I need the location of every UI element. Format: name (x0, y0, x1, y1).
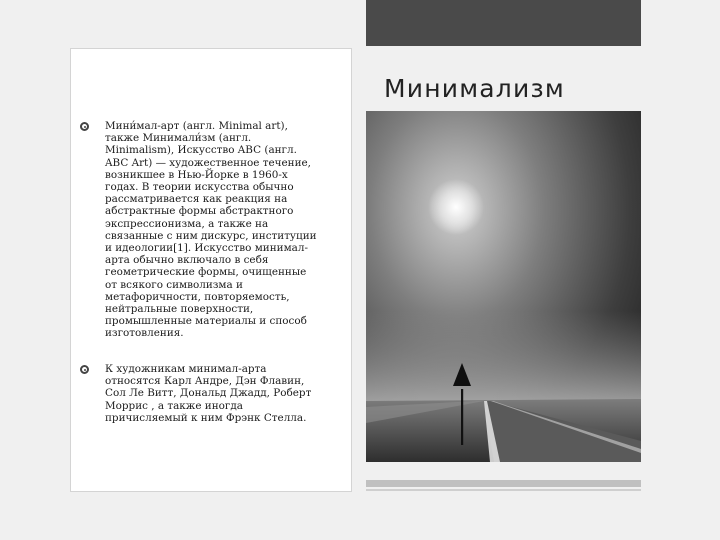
content-panel (70, 48, 352, 492)
top-accent-bar (366, 0, 641, 46)
circle-bullet-icon (80, 122, 89, 131)
slide-title: Минимализм (384, 74, 565, 103)
bottom-accent-line (366, 489, 641, 491)
bullet-text: К художникам минимал-арта относятся Карл Андре, Дэн Флавин, Сол Ле Витт, Дональд Джадд, Роберт Моррис , а также иногда причисляемый к ним Фрэнк Стелла. (105, 363, 312, 424)
photo-illustration (366, 111, 641, 462)
bullet-item (105, 120, 317, 340)
bottom-accent-bar (366, 480, 641, 487)
bullet-item (105, 363, 317, 424)
bullet-text: Мини́мал-арт (англ. Minimal art), также Минимали́зм (англ. Minimalism), Искусство ABC (англ. ABC Art) — художественное течение, возникшее в Нью-Йорке в 1960-х годах. В теории искусства обычно рассматривается как реакция на абстрактные формы абстрактного экспрессионизма, а также на связанные с ним дискурс, институции и идеологии[1]. Искусство минимал-арта обычно включало в себя геометрические формы, очищенные от всякого символизма и метафоричности, повторяемость, нейтральные поверхности, промышленные материалы и способ изготовления. (105, 120, 317, 340)
circle-bullet-icon (80, 365, 89, 374)
road-photograph (366, 111, 641, 462)
